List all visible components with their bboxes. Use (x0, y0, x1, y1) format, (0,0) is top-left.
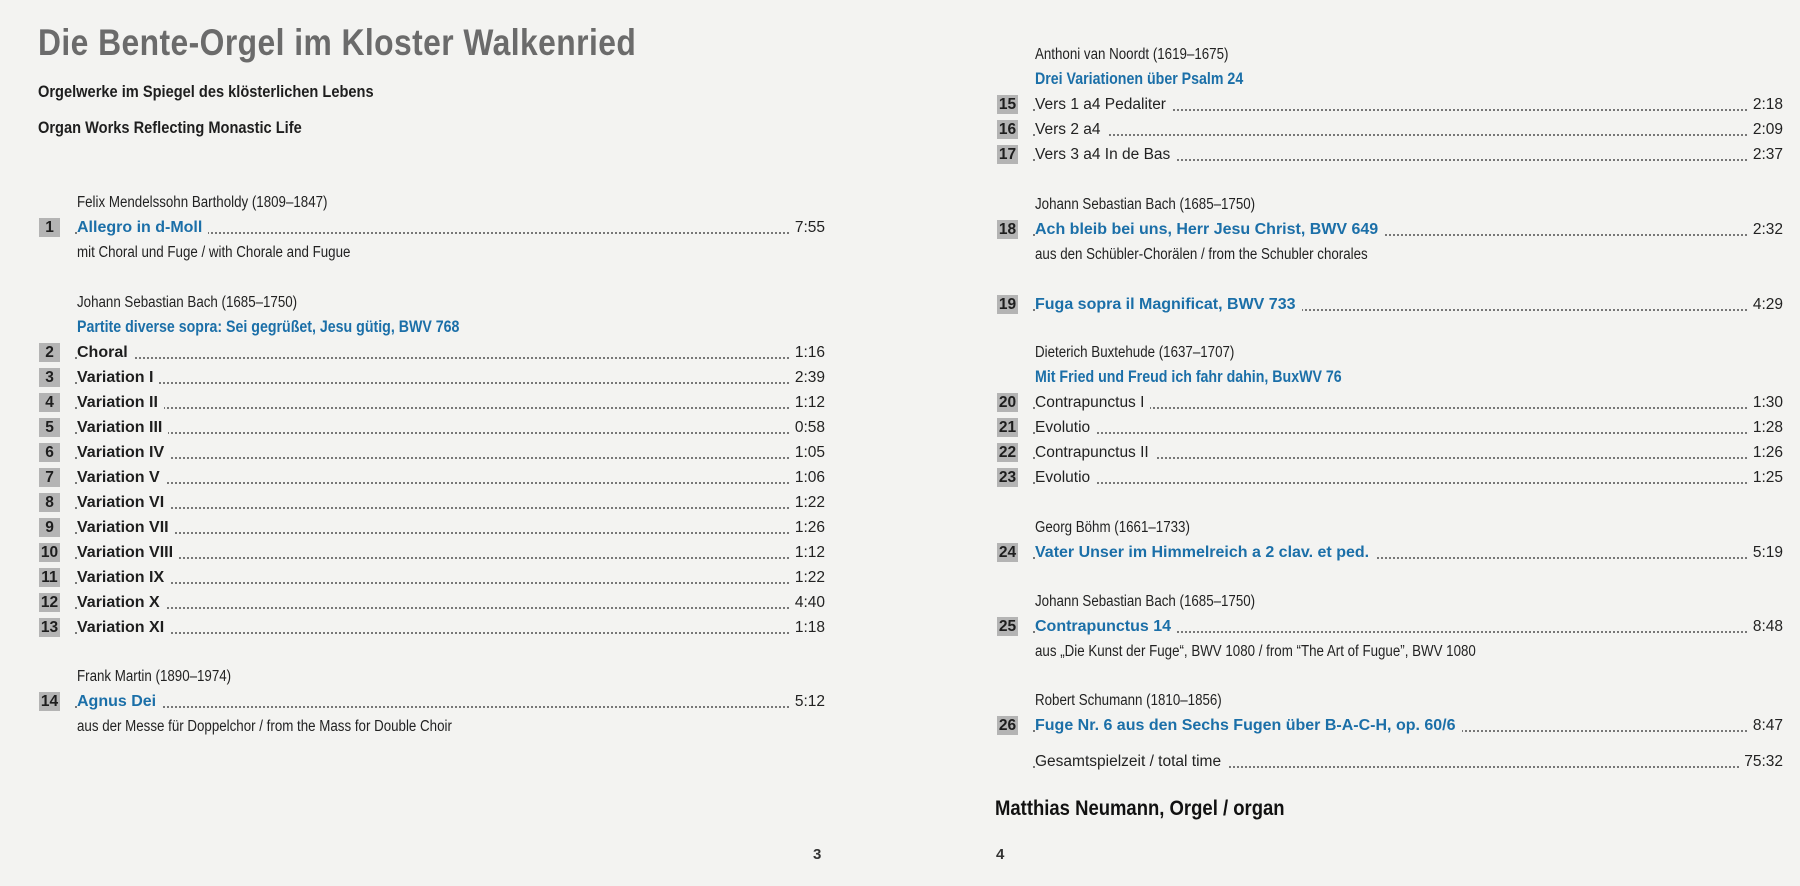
total-time-row (997, 752, 1783, 774)
track-duration: 4:40 (791, 593, 825, 612)
track-duration: 1:12 (791, 543, 825, 562)
track-title: Agnus Dei (77, 692, 162, 711)
track-title: Vers 3 a4 In de Bas (1035, 145, 1176, 164)
dot-leader (75, 582, 789, 584)
track-row[interactable] (39, 618, 825, 640)
composer-bach: Johann Sebastian Bach (1685–1750) (1035, 196, 1256, 213)
track-number: 18 (998, 221, 1017, 238)
subtitle-german: Orgelwerke im Spiegel des klösterlichen Lebens (38, 82, 374, 101)
track-number: 22 (998, 444, 1017, 461)
track-number: 21 (998, 419, 1017, 436)
track-title: Variation IX (77, 568, 170, 587)
total-time-value: 75:32 (1740, 752, 1783, 771)
dot-leader (75, 432, 789, 434)
track-title: Variation VII (77, 518, 175, 537)
track-note: aus der Messe für Doppelchor / from the Mass for Double Choir (77, 718, 452, 735)
track-row[interactable] (997, 418, 1783, 440)
dot-leader (75, 532, 789, 534)
track-number: 3 (39, 368, 60, 387)
dot-leader (1033, 482, 1747, 484)
track-row[interactable] (997, 220, 1783, 242)
total-time-label: Gesamtspielzeit / total time (1035, 752, 1227, 771)
track-title: Contrapunctus I (1035, 393, 1150, 412)
track-number: 9 (39, 518, 60, 537)
track-duration: 1:22 (791, 568, 825, 587)
track-note: mit Choral und Fuge / with Chorale and Fugue (77, 244, 351, 261)
dot-leader (75, 607, 789, 609)
composer-bach: Johann Sebastian Bach (1685–1750) (77, 294, 298, 311)
track-number: 25 (998, 618, 1017, 635)
track-title: Evolutio (1035, 418, 1096, 437)
track-title: Fuga sopra il Magnificat, BWV 733 (1035, 295, 1302, 314)
dot-leader (1033, 134, 1747, 136)
track-row[interactable] (39, 692, 825, 714)
track-duration: 5:19 (1749, 543, 1783, 562)
track-number: 12 (40, 594, 59, 611)
track-row[interactable] (39, 368, 825, 390)
track-row[interactable] (39, 218, 825, 240)
track-row[interactable] (39, 468, 825, 490)
track-title: Variation VIII (77, 543, 179, 562)
track-number: 15 (998, 96, 1017, 113)
dot-leader (75, 507, 789, 509)
track-row[interactable] (997, 393, 1783, 415)
track-duration: 1:06 (791, 468, 825, 487)
track-row[interactable] (997, 145, 1783, 167)
dot-leader (75, 632, 789, 634)
track-row[interactable] (997, 543, 1783, 565)
track-number: 8 (39, 493, 60, 512)
track-title: Variation IV (77, 443, 170, 462)
dot-leader (75, 557, 789, 559)
track-duration: 1:05 (791, 443, 825, 462)
track-number: 5 (39, 418, 60, 437)
composer-buxtehude: Dieterich Buxtehude (1637–1707) (1035, 344, 1235, 361)
dot-leader (75, 407, 789, 409)
track-number: 1 (39, 218, 60, 237)
track-title: Variation II (77, 393, 164, 412)
dot-leader (75, 482, 789, 484)
track-duration: 1:28 (1749, 418, 1783, 437)
track-row[interactable] (39, 393, 825, 415)
track-number: 14 (40, 693, 59, 710)
composer-van-noordt: Anthoni van Noordt (1619–1675) (1035, 46, 1229, 63)
track-row[interactable] (39, 593, 825, 615)
track-title: Contrapunctus II (1035, 443, 1155, 462)
track-title: Variation V (77, 468, 166, 487)
track-row[interactable] (997, 295, 1783, 317)
track-title: Variation VI (77, 493, 170, 512)
track-duration: 2:09 (1749, 120, 1783, 139)
track-title: Vers 1 a4 Pedaliter (1035, 95, 1172, 114)
track-number: 13 (40, 619, 59, 636)
track-title: Vers 2 a4 (1035, 120, 1107, 139)
track-duration: 1:26 (1749, 443, 1783, 462)
track-duration: 5:12 (791, 692, 825, 711)
page-number-right: 4 (996, 846, 1005, 863)
track-row[interactable] (997, 95, 1783, 117)
track-note: aus „Die Kunst der Fuge“, BWV 1080 / from “The Art of Fugue”, BWV 1080 (1035, 643, 1476, 660)
track-number: 19 (998, 296, 1017, 313)
track-number: 24 (998, 544, 1017, 561)
track-row[interactable] (39, 543, 825, 565)
track-row[interactable] (39, 568, 825, 590)
composer-mendelssohn: Felix Mendelssohn Bartholdy (1809–1847) (77, 194, 328, 211)
track-duration: 7:55 (791, 218, 825, 237)
page-number-left: 3 (813, 846, 822, 863)
track-number: 10 (40, 544, 59, 561)
track-number: 20 (998, 394, 1017, 411)
track-duration: 1:22 (791, 493, 825, 512)
track-number: 7 (39, 468, 60, 487)
track-number: 2 (39, 343, 60, 362)
track-row[interactable] (39, 443, 825, 465)
composer-bach: Johann Sebastian Bach (1685–1750) (1035, 593, 1256, 610)
track-duration: 8:47 (1749, 716, 1783, 735)
track-duration: 2:37 (1749, 145, 1783, 164)
track-title: Fuge Nr. 6 aus den Sechs Fugen über B-A-C-H, op. 60/6 (1035, 716, 1462, 735)
track-number: 16 (998, 121, 1017, 138)
dot-leader (1033, 432, 1747, 434)
track-title: Variation III (77, 418, 168, 437)
track-row[interactable] (39, 493, 825, 515)
track-title: Variation XI (77, 618, 170, 637)
track-title: Allegro in d-Moll (77, 218, 208, 237)
track-number: 6 (39, 443, 60, 462)
track-duration: 1:30 (1749, 393, 1783, 412)
track-number: 4 (39, 393, 60, 412)
dot-leader (75, 706, 789, 708)
booklet-title: Die Bente-Orgel im Kloster Walkenried (38, 22, 637, 63)
track-number: 23 (998, 469, 1017, 486)
track-title: Variation X (77, 593, 166, 612)
track-duration: 0:58 (791, 418, 825, 437)
track-number: 17 (998, 146, 1017, 163)
composer-schumann: Robert Schumann (1810–1856) (1035, 692, 1222, 709)
track-row[interactable] (997, 443, 1783, 465)
track-duration: 8:48 (1749, 617, 1783, 636)
track-duration: 2:32 (1749, 220, 1783, 239)
track-row[interactable] (39, 343, 825, 365)
track-row[interactable] (997, 617, 1783, 639)
dot-leader (75, 382, 789, 384)
track-title: Variation I (77, 368, 159, 387)
track-duration: 4:29 (1749, 295, 1783, 314)
right-page (900, 0, 1800, 886)
work-title: Drei Variationen über Psalm 24 (1035, 70, 1244, 88)
track-row[interactable] (39, 418, 825, 440)
work-title: Partite diverse sopra: Sei gegrüßet, Jesu gütig, BWV 768 (77, 318, 460, 336)
track-duration: 1:25 (1749, 468, 1783, 487)
track-duration: 2:18 (1749, 95, 1783, 114)
track-title: Ach bleib bei uns, Herr Jesu Christ, BWV 649 (1035, 220, 1384, 239)
track-title: Evolutio (1035, 468, 1096, 487)
track-number: 26 (998, 717, 1017, 734)
work-title: Mit Fried und Freud ich fahr dahin, BuxWV 76 (1035, 368, 1342, 386)
track-duration: 1:26 (791, 518, 825, 537)
track-title: Contrapunctus 14 (1035, 617, 1177, 636)
track-row[interactable] (997, 120, 1783, 142)
track-duration: 1:12 (791, 393, 825, 412)
track-row[interactable] (997, 468, 1783, 490)
track-number: 11 (39, 568, 60, 587)
track-row[interactable] (997, 716, 1783, 738)
performer-credit: Matthias Neumann, Orgel / organ (995, 797, 1285, 820)
composer-martin: Frank Martin (1890–1974) (77, 668, 232, 685)
subtitle-english: Organ Works Reflecting Monastic Life (38, 118, 302, 137)
track-duration: 2:39 (791, 368, 825, 387)
track-row[interactable] (39, 518, 825, 540)
track-duration: 1:16 (791, 343, 825, 362)
track-note: aus den Schübler-Chorälen / from the Schubler chorales (1035, 246, 1368, 263)
dot-leader (75, 457, 789, 459)
track-duration: 1:18 (791, 618, 825, 637)
track-title: Vater Unser im Himmelreich a 2 clav. et ped. (1035, 543, 1375, 562)
composer-boehm: Georg Böhm (1661–1733) (1035, 519, 1190, 536)
dot-leader (75, 357, 789, 359)
track-title: Choral (77, 343, 134, 362)
